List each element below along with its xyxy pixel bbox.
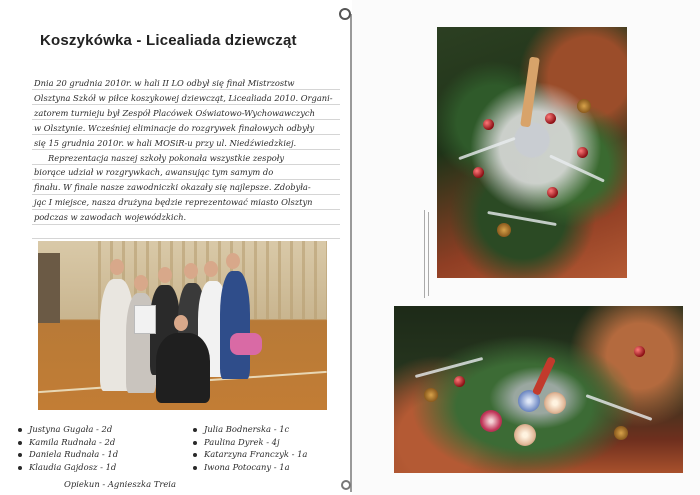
player-head <box>174 315 188 331</box>
pine-cone <box>577 99 591 113</box>
paragraph-line: się 15 grudnia 2010r. w hali MOSiR-u przy ul. Niedźwiedzkiej. <box>34 137 297 148</box>
list-item: Klaudia Gajdosz - 1d <box>18 461 118 474</box>
pine-cone <box>497 223 511 237</box>
spiral-ring-icon <box>341 480 351 490</box>
ruled-line <box>32 238 340 239</box>
pine-cone <box>614 426 628 440</box>
paragraph-line: Dnia 20 grudnia 2010r. w hali II LO odbył się finał Mistrzostw <box>34 78 295 88</box>
list-item: Kamila Rudnała - 2d <box>18 436 118 449</box>
list-item: Paulina Dyrek - 4j <box>193 436 307 449</box>
article-paragraph <box>34 76 338 225</box>
list-item: Iwona Potocany - 1a <box>193 461 307 474</box>
ornament-ball <box>547 187 558 198</box>
coach-footer: Opiekun - Agnieszka Treia <box>64 479 176 489</box>
spiral-ring-icon <box>339 8 351 20</box>
ribbon <box>532 356 556 396</box>
tinsel <box>458 137 515 160</box>
decorative-line <box>424 210 425 298</box>
pink-bag <box>230 333 262 355</box>
flower <box>514 424 536 446</box>
ornament-ball <box>577 147 588 158</box>
ornament-ball <box>483 119 494 130</box>
ornament-ball <box>473 167 484 178</box>
list-item: Justyna Gugała - 2d <box>18 423 118 436</box>
player-head <box>158 267 172 283</box>
player-head <box>134 275 148 291</box>
decorative-line <box>428 212 429 296</box>
candle <box>520 57 540 128</box>
paragraph-line: jąc I miejsce, nasza drużyna będzie reprezentować miasto Olsztyn <box>34 197 313 208</box>
list-item: Katarzyna Franczyk - 1a <box>193 448 307 461</box>
tinsel <box>487 211 556 226</box>
paragraph-line: Olsztyna Szkół w piłce koszykowej dziewcząt, Licealiada 2010. Organi- <box>34 92 333 103</box>
ornament-ball <box>545 113 556 124</box>
team-photo <box>38 241 327 410</box>
paragraph-line: Reprezentacja naszej szkoły pokonała wszystkie zespoły <box>48 152 285 163</box>
kneeling-player-figure <box>156 333 210 403</box>
pine-cone <box>424 388 438 402</box>
paragraph-line: biorące udział w rozgrywkach, awansując tym samym do <box>34 167 274 178</box>
player-head <box>204 261 218 277</box>
tinsel <box>586 394 653 421</box>
page-title: Koszykówka - Licealiada dziewcząt <box>40 32 297 49</box>
wreath-photo-candle <box>437 27 627 278</box>
flower <box>544 392 566 414</box>
player-head <box>184 263 198 279</box>
paragraph-line: zatorem turnieju był Zespół Placówek Oświatowo-Wychowawczych <box>34 107 315 118</box>
tinsel <box>415 357 483 378</box>
gym-door <box>38 253 60 323</box>
wreath-photo-flowers <box>394 306 683 473</box>
ornament-ball <box>634 346 645 357</box>
tinsel <box>549 154 605 182</box>
ornament-ball <box>454 376 465 387</box>
flower <box>480 410 502 432</box>
list-item: Daniela Rudnała - 1d <box>18 448 118 461</box>
paragraph-line: finału. W finale nasze zawodniczki okazały się najlepsze. Zdobyła- <box>34 182 311 193</box>
player-figure <box>220 271 250 379</box>
paragraph-line: podczas w zawodach wojewódzkich. <box>34 212 187 223</box>
list-item: Julia Bodnerska - 1c <box>193 423 307 436</box>
names-left-list <box>18 423 118 474</box>
paragraph-line: w Olsztynie. Wcześniej eliminacje do rozgrywek finałowych odbyły <box>34 122 315 133</box>
diploma <box>134 305 156 334</box>
player-head <box>226 253 240 269</box>
player-head <box>110 259 124 275</box>
names-right-list <box>193 423 307 474</box>
